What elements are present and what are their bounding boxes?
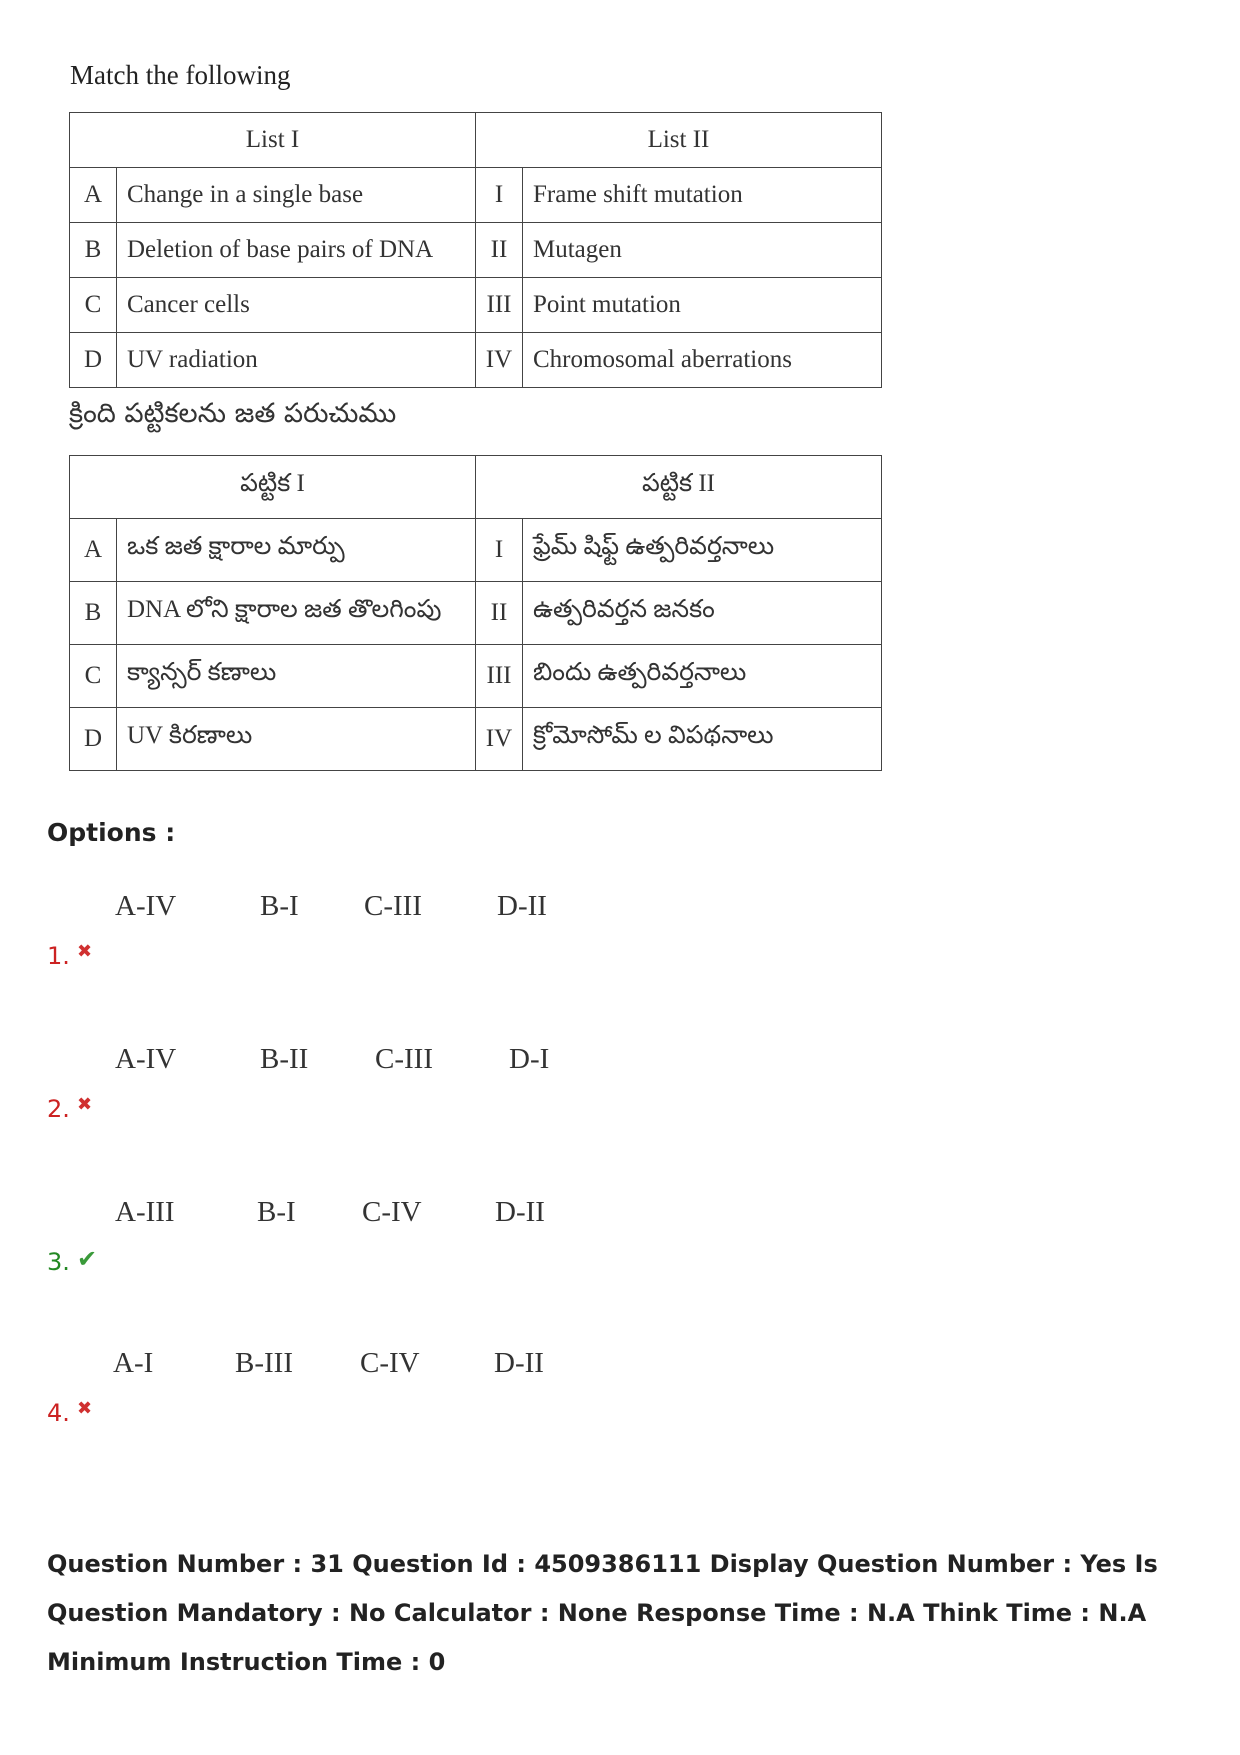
option-2[interactable] [47,1043,647,1123]
table-header-row [70,456,882,519]
list-two-item: ఫ్రేమ్ షిఫ్ట్ ఉత్పరివర్తనాలు [523,519,882,582]
list-one-item: ఒక జత క్షారాల మార్పు [117,519,476,582]
match-table-english [69,112,882,388]
option-pair: B-III [235,1347,293,1379]
row-numeral: I [476,519,523,582]
table-row [70,582,882,645]
row-numeral: IV [476,708,523,771]
option-number: 3. [47,1248,70,1276]
row-numeral: III [476,645,523,708]
list-two-header: List II [476,113,882,168]
row-code: B [70,223,117,278]
match-table-telugu [69,455,882,771]
row-numeral: III [476,278,523,333]
row-code: D [70,333,117,388]
list-one-item: Change in a single base [117,168,476,223]
option-number: 4. [47,1399,70,1427]
options-heading: Options : [47,818,176,847]
question-title-telugu: క్రింది పట్టికలను జత పరుచుము [69,398,397,429]
option-pair: D-II [495,1196,545,1228]
list-one-header: List I [70,113,476,168]
list-one-item: క్యాన్సర్ కణాలు [117,645,476,708]
table-row [70,708,882,771]
option-pair: A-IV [115,890,177,922]
check-icon: ✔ [77,1246,98,1273]
option-pair: C-III [375,1043,433,1075]
option-4[interactable] [47,1347,647,1427]
table-row [70,333,882,388]
row-code: C [70,278,117,333]
row-numeral: I [476,168,523,223]
list-one-item: Cancer cells [117,278,476,333]
list-two-item: Mutagen [523,223,882,278]
option-pair: C-IV [362,1196,422,1228]
list-two-item: బిందు ఉత్పరివర్తనాలు [523,645,882,708]
list-one-item: DNA లోని క్షారాల జత తొలగింపు [117,582,476,645]
table-row [70,645,882,708]
table-row [70,223,882,278]
option-pair: A-IV [115,1043,177,1075]
row-numeral: II [476,582,523,645]
row-code: A [70,168,117,223]
row-code: A [70,519,117,582]
list-one-item: UV కిరణాలు [117,708,476,771]
list-two-item: ఉత్పరివర్తన జనకం [523,582,882,645]
list-two-item: Chromosomal aberrations [523,333,882,388]
option-1[interactable] [47,890,647,970]
option-pair: D-II [494,1347,544,1379]
row-numeral: II [476,223,523,278]
list-two-item: Frame shift mutation [523,168,882,223]
question-title-english: Match the following [70,60,291,90]
cross-icon: ✖ [77,1094,93,1114]
option-pair: A-I [113,1347,154,1379]
option-pair: D-II [497,890,547,922]
table-row [70,519,882,582]
row-code: B [70,582,117,645]
option-pair: B-II [260,1043,309,1075]
table-header-row [70,113,882,168]
option-pair: A-III [115,1196,175,1228]
option-pair: B-I [257,1196,296,1228]
question-metadata: Question Number : 31 Question Id : 4509386111 Display Question Number : Yes Is Question Mandatory : No Calculator : None Response Time : N.A Think Time : N.A Minimum Instruction Time : 0 [47,1550,1158,1676]
cross-icon: ✖ [77,941,93,961]
list-two-header: పట్టిక II [476,456,882,519]
option-pair: C-III [364,890,422,922]
option-number: 1. [47,942,70,970]
list-one-item: Deletion of base pairs of DNA [117,223,476,278]
table-row [70,278,882,333]
option-pair: C-IV [360,1347,420,1379]
row-code: D [70,708,117,771]
list-two-item: Point mutation [523,278,882,333]
cross-icon: ✖ [77,1398,93,1418]
row-code: C [70,645,117,708]
option-pair: D-I [509,1043,550,1075]
list-one-item: UV radiation [117,333,476,388]
option-pair: B-I [260,890,299,922]
option-number: 2. [47,1095,70,1123]
list-one-header: పట్టిక I [70,456,476,519]
row-numeral: IV [476,333,523,388]
table-row [70,168,882,223]
option-3[interactable] [47,1196,647,1276]
list-two-item: క్రోమోసోమ్ ల విపథనాలు [523,708,882,771]
